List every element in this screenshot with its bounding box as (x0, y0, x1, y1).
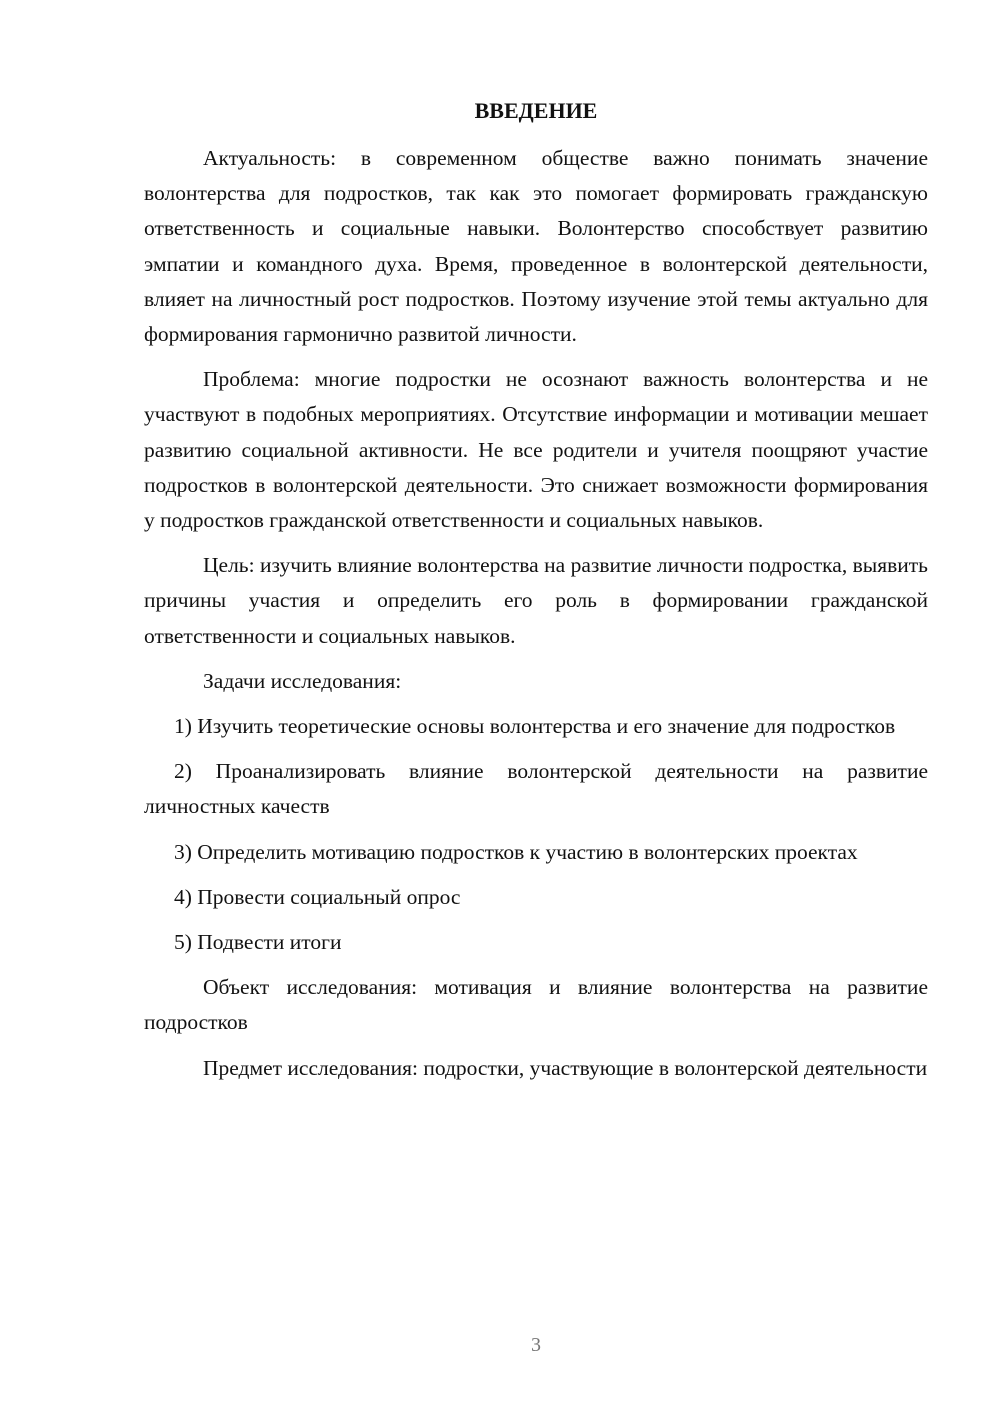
page-number: 3 (531, 1334, 541, 1356)
task-item: 3) Определить мотивацию подростков к участию в волонтерских проектах (174, 839, 858, 864)
problem-paragraph: Проблема: многие подростки не осознают важность волонтерства и не участвуют в подобных мероприятиях. Отсутствие информации и мотивации мешает развитию социальной активности. Не все родители и учителя поощряют участие подростков в волонтерской деятельности. Это снижает возможности формирования у подростков гражданской ответственности и социальных навыков. (144, 367, 928, 533)
task-item: 5) Подвести итоги (174, 930, 342, 955)
relevance-paragraph: Актуальность: в современном обществе важно понимать значение волонтерства для подростков, так как это помогает формировать гражданскую ответственность и социальные навыки. Волонтерство способствует развитию эмпатии и командного духа. Время, проведенное в волонтерской деятельности, влияет на личностный рост подростков. Поэтому изучение этой темы актуально для формирования гармонично развитой личности. (144, 146, 928, 347)
task-item: 2) Проанализировать влияние волонтерской деятельности на развитие личностных качеств (144, 759, 928, 819)
goal-paragraph: Цель: изучить влияние волонтерства на развитие личности подростка, выявить причины участия и определить его роль в формировании гражданской ответственности и социальных навыков. (144, 553, 928, 648)
tasks-title: Задачи исследования: (203, 668, 402, 693)
document-page (144, 95, 928, 1096)
object-paragraph: Объект исследования: мотивация и влияние волонтерства на развитие подростков (144, 975, 928, 1035)
section-heading: ВВЕДЕНИЕ (474, 98, 598, 123)
task-item: 4) Провести социальный опрос (174, 884, 461, 909)
task-item: 1) Изучить теоретические основы волонтерства и его значение для подростков (174, 714, 896, 739)
subject-paragraph: Предмет исследования: подростки, участвующие в волонтерской деятельности (203, 1055, 928, 1080)
